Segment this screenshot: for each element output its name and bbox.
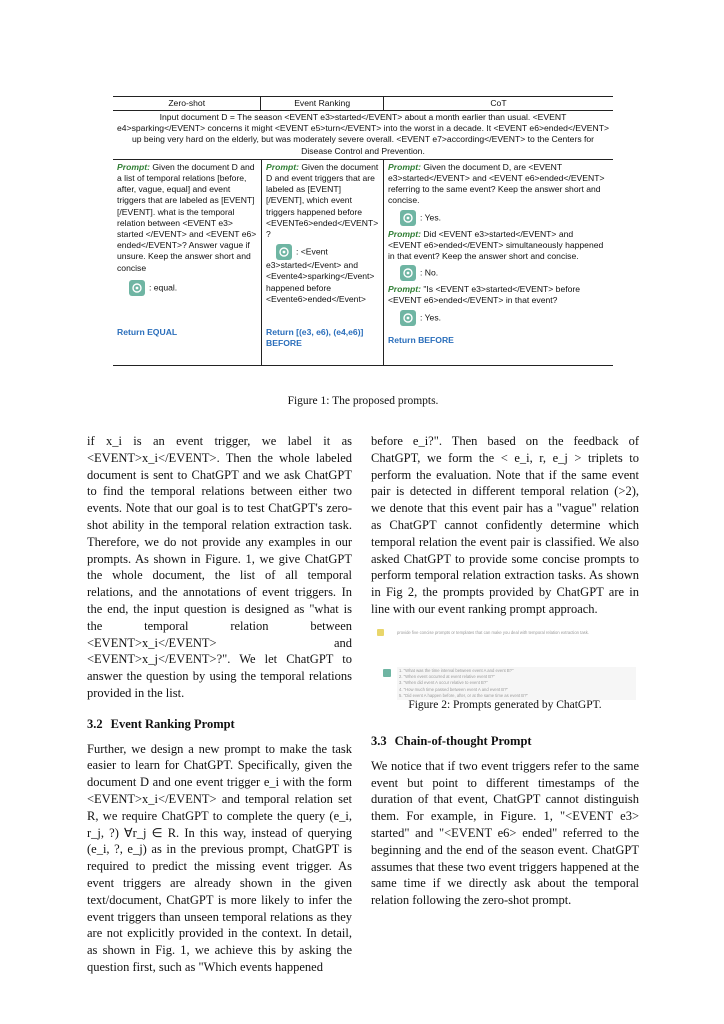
return-value: Return EQUAL: [117, 326, 178, 337]
prompt-text: Given the document D and event triggers that are labeled as [EVENT][/EVENT], which event triggers happened before <EVENTe6>ended</EVENT> ?: [266, 161, 379, 240]
paragraph: We notice that if two event triggers refer to the same event but point to different timestamps of the duration of that event, ChatGPT cannot distinguish them. For example, in Figure. 1, "<EVENT e3> started" and "<EVENT e6> ended" referred to the beginning and the end of the season event. ChatGPT assumes that these two event triggers happened at the same time if we directly ask about the temporal relation following the zero-shot prompt.: [371, 758, 639, 908]
list-item: 4. "How much time passed between event A and event B?": [399, 686, 508, 692]
cot-cell: [383, 160, 613, 365]
input-document: Input document D = The season <EVENT e3>started</EVENT> about a month earlier than usual. <EVENT e4>sparking</EVENT> concerns it might <EVENT e5>turn</EVENT> into the worst in a decade. It <EVENT e6>ended</EVENT> up being very hard on the elderly, but was moderately severe overall. <EVENT e7>according</EVENT> to the Centers for Disease Control and Prevention.: [113, 111, 613, 160]
chatgpt-icon: [400, 265, 416, 281]
paragraph: if x_i is an event trigger, we label it as <EVENT>x_i</EVENT>. Then the whole labeled document is sent to ChatGPT and we ask ChatGPT to find the temporal relations between either two events. Note that our goal is to test ChatGPT's zero-shot ability in the temporal relation extraction task. Therefore, we do not provide any examples in our prompts. As shown in Figure. 1, we give ChatGPT the whole document, the list of all temporal relations, and the annotations of event triggers. In the end, the input question is designed as "what is the temporal relation between <EVENT>x_i</EVENT> and <EVENT>x_j</EVENT>?". We let ChatGPT to answer the question by using the temporal relations provided in the list.: [87, 434, 352, 700]
response-text: : Yes.: [420, 211, 442, 222]
prompt-text: Did <EVENT e3>started</EVENT> and <EVENT e6>ended</EVENT> simultaneously happened in that event? Keep the answer short and concise.: [388, 228, 604, 262]
prompt-label: Prompt:: [388, 161, 421, 172]
response-text: : <Event e3>started</Event> and <Evente4>sparking</Event> happened before <Evente6>ended</Event>: [266, 246, 375, 304]
figure-2-chatgpt-prompts: [377, 629, 639, 698]
header-cot: CoT: [383, 97, 613, 110]
section-title: Event Ranking Prompt: [110, 716, 235, 731]
zero-shot-cell: [113, 160, 261, 365]
prompt-label: Prompt:: [388, 284, 421, 295]
prompt-text: Given the document D, are <EVENT e3>started</EVENT> and <EVENT e6>ended</EVENT> referring to the same event? Keep the answer short and concise.: [388, 161, 605, 206]
section-number: 3.2: [87, 716, 103, 731]
response-text: : Yes.: [420, 311, 442, 322]
response-text: : No.: [420, 267, 439, 278]
figure-1-prompts-table: [113, 96, 613, 366]
chatgpt-icon: [383, 669, 391, 677]
right-column: [371, 433, 639, 618]
prompt-label: Prompt:: [388, 228, 421, 239]
list-item: 5. "Did event A happen before, after, or at the same time as event B?": [399, 692, 528, 698]
figure-1-caption: Figure 1: The proposed prompts.: [287, 395, 439, 407]
chatgpt-icon: [129, 280, 145, 296]
prompt-label: Prompt:: [266, 161, 299, 172]
prompt-text: Given the document D and a list of temporal relations [before, after, vague, equal] and event triggers that are labeled as [EVENT][/EVENT]. what is the temporal relation between <EVENT e3> started </EVENT> and <EVENT e6> ended</EVENT>? Answer vague if unsure. Keep the answer short and concise: [117, 161, 257, 273]
section-heading-3-2: [87, 716, 352, 733]
chatgpt-icon: [400, 210, 416, 226]
list-item: 3. "When did event A occur relative to event B?": [399, 680, 488, 686]
event-ranking-cell: [261, 160, 383, 365]
response-text: : equal.: [149, 282, 178, 293]
section-title: Chain-of-thought Prompt: [394, 734, 532, 748]
left-column: [87, 433, 352, 976]
section-number: 3.3: [371, 734, 387, 748]
header-zero-shot: Zero-shot: [168, 98, 206, 108]
chatgpt-icon: [400, 310, 416, 326]
table-header: [113, 97, 613, 111]
figure-2-caption: Figure 2: Prompts generated by ChatGPT.: [408, 699, 602, 711]
prompt-label: Prompt:: [117, 161, 150, 172]
prompt-list: [397, 667, 636, 700]
right-column-lower: [371, 733, 639, 909]
list-item: 2. "When event occurred at event relative event B?": [399, 674, 495, 680]
section-heading-3-3: [371, 733, 639, 750]
user-question: provide five concise prompts or templates that can make you deal with temporal relation extraction task.: [397, 630, 590, 635]
paragraph: before e_i?". Then based on the feedback of ChatGPT, we form the < e_i, r, e_j > triplets to perform the evaluation. Note that if the same event pair is detected in different temporal relation (>2), we denote that this event pair has a "vague" relation as ChatGPT cannot confidently determine which temporal relation the event pair is classified. We also asked ChatGPT to provide some concise prompts to perform temporal relation extraction tasks. As shown in Fig 2, the prompts provided by ChatGPT are in line with our event ranking prompt approach.: [371, 434, 639, 616]
header-event-ranking: Event Ranking: [260, 97, 383, 110]
prompt-text: "Is <EVENT e3>started</EVENT> before <EVENT e6>ended</EVENT> in that event?: [388, 284, 581, 306]
list-item: 1. "What was the time interval between event A and event B?": [399, 668, 514, 673]
return-value: Return [(e3, e6), (e4,e6)] BEFORE: [266, 326, 364, 349]
paragraph: Further, we design a new prompt to make the task easier to learn for ChatGPT. Specifically, given the document D and one event trigger e_i with the form <EVENT>x_i</EVENT> and temporal relation set R, we require ChatGPT to complete the query (e_i, r_j, ?) ∀r_j ∈ R. In this way, instead of querying (e_i, ?, e_j) as in the previous prompt, ChatGPT is required to predict the missing event trigger. As event triggers are already shown in the given text/document, ChatGPT is more likely to infer the event triggers than unseen temporal relations as they are not explicitly provided in the context. In detail, as shown in Fig. 1, we achieve this by asking the question first, such as "Which events happened: [87, 741, 352, 974]
user-avatar-icon: [377, 629, 384, 636]
chatgpt-icon: [276, 244, 292, 260]
return-value: Return BEFORE: [388, 334, 454, 345]
